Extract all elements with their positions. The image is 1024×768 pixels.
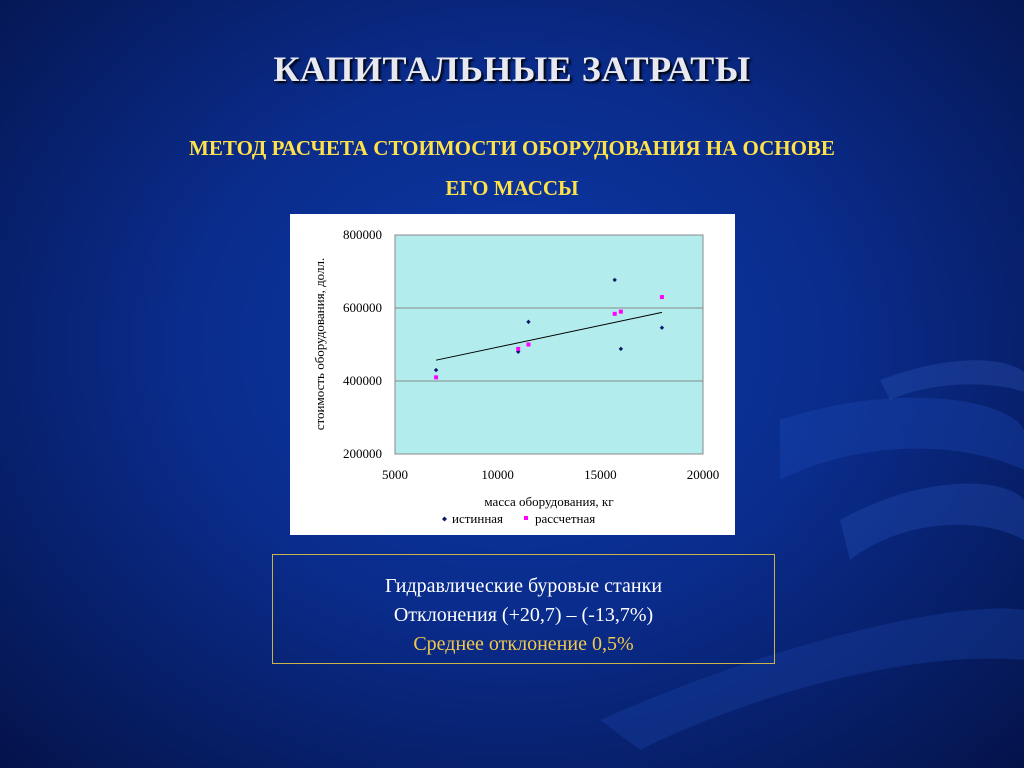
legend-marker-calc [524,516,528,520]
y-axis-title: стоимость оборудования, долл. [312,257,327,431]
legend-label-calc: рассчетная [535,511,596,526]
y-tick-label: 200000 [343,446,382,461]
chart-canvas [290,214,735,535]
info-line-equipment: Гидравлические буровые станки [384,575,663,597]
data-point-calc [434,375,438,379]
plot-area [395,235,703,454]
y-tick-label: 600000 [343,300,382,315]
data-point-calc [660,295,664,299]
data-point-calc [516,347,520,351]
data-point-calc [526,343,530,347]
x-tick-label: 20000 [686,467,720,482]
slide-title: КАПИТАЛЬНЫЕ ЗАТРАТЫ [273,49,751,89]
legend-label-true: истинная [452,511,504,526]
x-tick-label: 15000 [584,467,617,482]
data-point-calc [619,310,623,314]
info-box [272,554,775,664]
slide-subtitle-line-2: ЕГО МАССЫ [445,176,579,200]
info-line-deviations: Отклонения (+20,7) – (-13,7%) [393,604,654,626]
chart-legend [442,511,595,526]
y-tick-label: 400000 [343,373,382,388]
data-point-calc [613,312,617,316]
x-tick-label: 10000 [481,467,514,482]
legend-marker-true [442,517,447,522]
slide-subtitle-line-1: МЕТОД РАСЧЕТА СТОИМОСТИ ОБОРУДОВАНИЯ НА ОСНОВЕ [189,136,835,160]
x-tick-label: 5000 [382,467,408,482]
scatter-chart [290,214,735,535]
x-axis-title: масса оборудования, кг [484,494,614,509]
info-line-average-deviation: Среднее отклонение 0,5% [413,633,634,655]
y-tick-label: 800000 [343,227,382,242]
